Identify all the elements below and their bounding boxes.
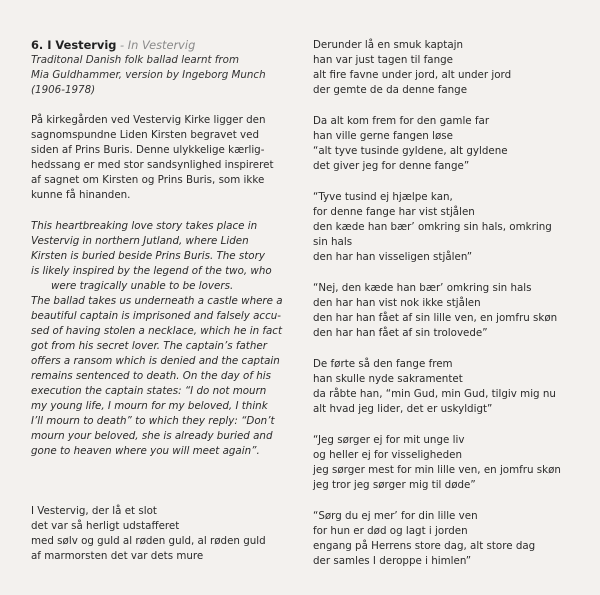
credit-line: Mia Guldhammer, version by Ingeborg Munch [31,69,266,81]
left-column [31,38,289,564]
lyric-line: det var så herligt udstafferet [31,520,180,532]
lyric-line: “Sørg du ej mer’ for din lille ven [313,510,478,522]
lyric-stanza [313,509,588,569]
intro-line: gone to heaven where you will meet again”. [31,445,260,457]
song-title [31,38,289,53]
intro-line: is likely inspired by the legend of the two, who [31,265,272,277]
lyric-line: den har han fået af sin lille ven, en jomfru skøn [313,312,558,324]
right-column [313,38,588,569]
lyric-line: af marmorsten det var dets mure [31,550,204,562]
lyric-line: for hun er død og lagt i jorden [313,525,468,537]
credit-line: Traditonal Danish folk ballad learnt from [31,54,239,66]
lyric-line: og heller ej for visseligheden [313,449,462,461]
intro-line: Kirsten is buried beside Prins Buris. The story [31,250,265,262]
lyric-stanza [313,38,588,98]
intro-line: The ballad takes us underneath a castle where a [31,295,283,307]
intro-line: were tragically unable to be lovers. [51,280,234,292]
lyric-line: han ville gerne fangen løse [313,130,453,142]
lyric-line: jeg sørger mest for min lille ven, en jomfru skøn [313,464,561,476]
lyric-line: “Nej, den kæde han bær’ omkring sin hals [313,282,532,294]
lyric-line: De førte så den fange frem [313,358,453,370]
intro-line: mourn your beloved, she is already buried and [31,430,273,442]
lyric-line: Da alt kom frem for den gamle far [313,115,490,127]
lyric-line: alt hvad jeg lider, det er uskyldigt” [313,403,493,415]
intro-line: I’ll mourn to death” to which they reply: “Don’t [31,415,275,427]
lyric-line: det giver jeg for denne fange” [313,160,470,172]
lyric-stanza [313,114,588,174]
lyric-line: “alt tyve tusinde gyldene, alt gyldene [313,145,508,157]
lyric-stanza [31,504,289,564]
lyric-line: den har han vist nok ikke stjålen [313,297,481,309]
lyric-line: I Vestervig, der lå et slot [31,505,157,517]
lyric-line: da råbte han, “min Gud, min Gud, tilgiv mig nu [313,388,556,400]
lyric-line: han skulle nyde sakramentet [313,373,463,385]
lyric-line: engang på Herrens store dag, alt store dag [313,540,536,552]
lyric-line: med sølv og guld al røden guld, al røden guld [31,535,266,547]
lyric-line: for denne fange har vist stjålen [313,206,475,218]
english-intro [31,219,289,459]
lyric-stanza [313,433,588,493]
song-title-danish: 6. I Vestervig [31,38,117,52]
intro-line: siden af Prins Buris. Denne ulykkelige kærlig- [31,144,265,156]
credit-line: (1906-1978) [31,84,96,96]
intro-line: Vestervig in northern Jutland, where Liden [31,235,249,247]
intro-line: remains sentenced to death. On the day of his [31,370,272,382]
intro-line: sed of having stolen a necklace, which he in fact [31,325,283,337]
intro-line: beautiful captain is imprisoned and falsely accu- [31,310,282,322]
lyric-line: der gemte de da denne fange [313,84,468,96]
lyric-line: den har han visseligen stjålen” [313,251,473,263]
intro-line: af sagnet om Kirsten og Prins Buris, som ikke [31,174,265,186]
lyric-line: “Tyve tusind ej hjælpe kan, [313,191,453,203]
intro-line: På kirkegården ved Vestervig Kirke ligger den [31,114,266,126]
song-title-english: In Vestervig [127,38,196,52]
song-credits [31,53,289,98]
lyric-stanza [313,357,588,417]
intro-line: my young life, I mourn for my beloved, I think [31,400,268,412]
title-separator: - [116,38,128,52]
lyric-stanza [313,281,588,341]
intro-line: execution the captain states: “I do not mourn [31,385,267,397]
lyric-line: der samles I deroppe i himlen” [313,555,472,567]
lyric-stanza [313,190,588,265]
lyric-line: den har han fået af sin trolovede” [313,327,488,339]
lyric-line: alt fire favne under jord, alt under jord [313,69,512,81]
lyric-line: han var just tagen til fange [313,54,453,66]
intro-line: This heartbreaking love story takes place in [31,220,258,232]
lyric-line: Derunder lå en smuk kaptajn [313,39,464,51]
danish-intro [31,113,289,203]
intro-line: hedssang er med stor sandsynlighed inspireret [31,159,274,171]
intro-line: sagnomspundne Liden Kirsten begravet ved [31,129,259,141]
lyric-line: “Jeg sørger ej for mit unge liv [313,434,465,446]
lyric-line: sin hals [313,236,353,248]
intro-line: kunne få hinanden. [31,189,131,201]
lyric-line: jeg tror jeg sørger mig til døde” [313,479,476,491]
intro-line: got from his secret lover. The captain’s father [31,340,267,352]
intro-line: offers a ransom which is denied and the captain [31,355,280,367]
lyric-line: den kæde han bær’ omkring sin hals, omkring [313,221,552,233]
